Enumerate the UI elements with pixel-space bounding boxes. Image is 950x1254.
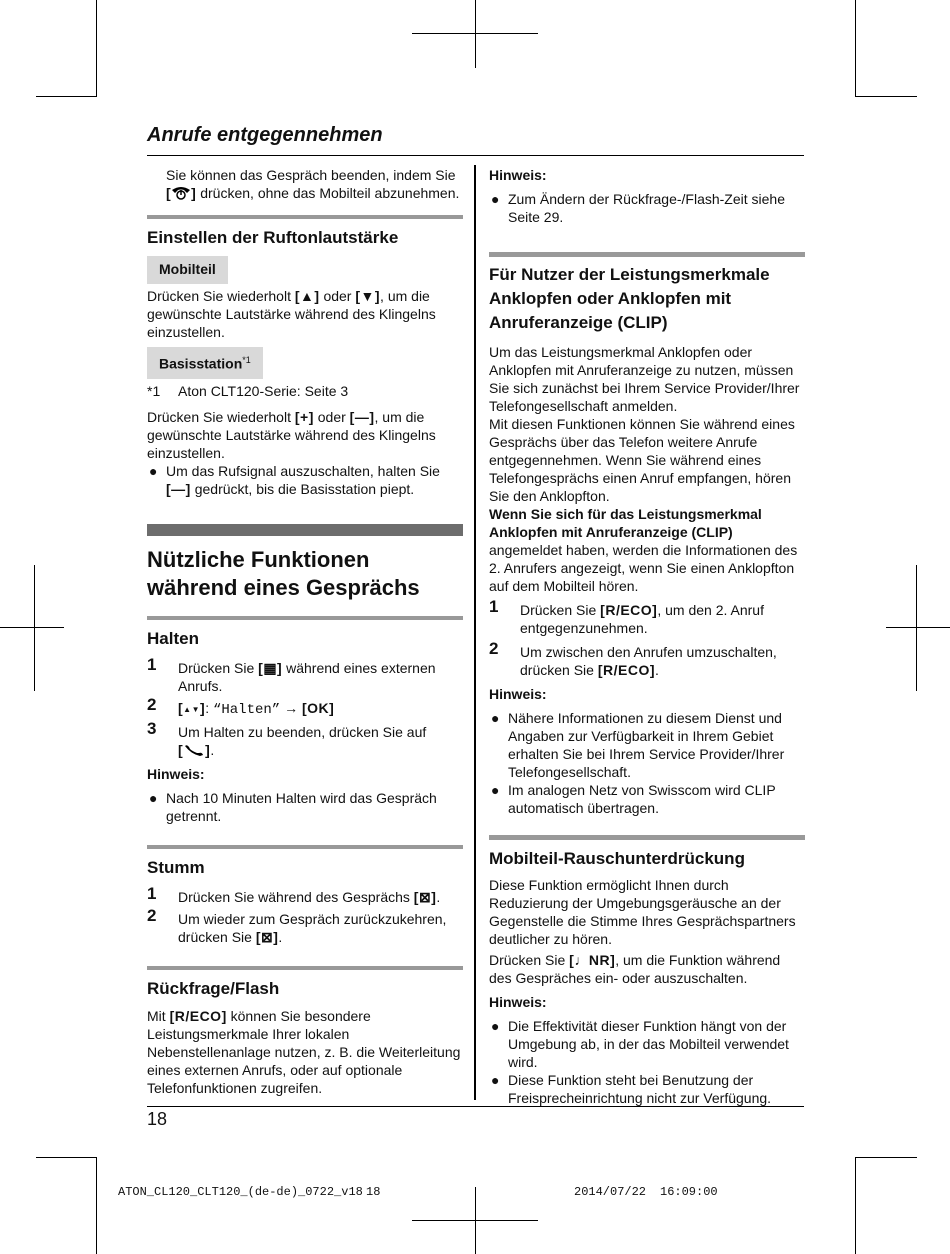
section-bar bbox=[489, 252, 805, 257]
mute-icon: [⊠] bbox=[255, 928, 279, 945]
base-label: Basisstation$^{*1}$ bbox=[147, 347, 263, 379]
list-item: 2 Um zwischen den Anrufen umzuschalten, drücken Sie [R/ECO]. bbox=[489, 639, 777, 678]
down-arrow-icon: [▼] bbox=[355, 288, 381, 304]
noise-reduction-icon: [♩NR] bbox=[569, 952, 616, 968]
noise-heading: Mobilteil-Rauschunterdrückung bbox=[489, 849, 745, 868]
list-item: 3 Um Halten zu beenden, drücken Sie auf [ ]. bbox=[147, 718, 427, 758]
list-item: 2 Um wieder zum Gespräch zurückzukehren, drücken Sie [⊠]. bbox=[147, 905, 447, 945]
talk-icon: [ ] bbox=[178, 741, 211, 758]
imprint-time: 16:09:00 bbox=[660, 1185, 718, 1199]
list-item: ● Zum Ändern der Rückfrage-/Flash-Zeit siehe Seite 29. bbox=[491, 191, 785, 225]
right-arrow-icon: → bbox=[284, 699, 299, 716]
flash-text: Mit [R/ECO] können Sie besondere Leistungsmerkmale Ihrer lokalen Nebenstellenanlage nutzen, z. B. die Weiterleitung eines externen Anrufs, oder auf optionale Telefonfunktionen zugreifen. bbox=[147, 1007, 461, 1096]
hint-label: Hinweis: bbox=[489, 994, 547, 1010]
footnote: *1 Aton CLT120-Serie: Seite 3 bbox=[147, 382, 349, 399]
imprint-date: 2014/07/22 bbox=[574, 1185, 647, 1199]
page-title: Anrufe entgegennehmen bbox=[147, 124, 383, 146]
handset-label: Mobilteil bbox=[147, 256, 228, 284]
hint-label: Hinweis: bbox=[147, 765, 205, 782]
hold-heading: Halten bbox=[147, 628, 199, 648]
handset-ringer-text: Drücken Sie wiederholt [▲] oder [▼], um die gewünschte Lautstärke während des Klingelns einzustellen. bbox=[147, 288, 436, 340]
ringer-heading: Einstellen der Ruftonlautstärke bbox=[147, 228, 399, 247]
noise-p2: Drücken Sie [♩NR], um die Funktion während des Gespräches ein- oder auszuschalten. bbox=[489, 952, 781, 986]
up-arrow-icon: [▲] bbox=[294, 288, 320, 304]
call-waiting-p1: Um das Leistungsmerkmal Anklopfen oder Anklopfen mit Anruferanzeige zu nutzen, müssen Sie sich zunächst bei Ihrem Service Provider/Ihrer Telefongesellschaft anmelden. bbox=[489, 344, 800, 414]
section-bar bbox=[489, 835, 805, 840]
ok-key: [OK] bbox=[301, 699, 335, 716]
list-item: 1 Drücken Sie [▦] während eines externen Anrufs. bbox=[147, 654, 436, 694]
left-column bbox=[147, 166, 463, 1097]
r-eco-key: [R/ECO] bbox=[597, 662, 656, 678]
list-item: ● Nähere Informationen zu diesem Dienst und Angaben zur Verfügbarkeit in Ihrem Gebiet erhalten Sie bei Ihrem Service Provider/Ihrer Telefongesellschaft. bbox=[491, 710, 785, 780]
menu-icon: [▦] bbox=[258, 659, 283, 676]
noise-p1: Diese Funktion ermöglicht Ihnen durch Reduzierung der Umgebungsgeräusche an der Gegenstelle die Stimme Ihres Gesprächspartners deutlicher zu hören. bbox=[489, 877, 796, 947]
list-item: ● Die Effektivität dieser Funktion hängt von der Umgebung ab, in der das Mobilteil verwendet wird. bbox=[491, 1018, 789, 1070]
call-waiting-p3: Wenn Sie sich für das Leistungsmerkmal Anklopfen mit Anruferanzeige (CLIP) angemeldet haben, werden die Informationen des 2. Anrufers angezeigt, wenn Sie einen Anklopfton auf dem Mobilteil hören. bbox=[489, 506, 798, 594]
list-item: ● Diese Funktion steht bei Benutzung der Freisprecheinrichtung nicht zur Verfügung. bbox=[491, 1072, 772, 1106]
plus-icon: [+] bbox=[294, 408, 314, 425]
end-call-note: Sie können das Gespräch beenden, indem Sie [ ] drücken, ohne das Mobilteil abzunehmen. bbox=[166, 167, 460, 201]
r-eco-key: [R/ECO] bbox=[600, 602, 658, 618]
chapter-bar bbox=[147, 524, 463, 536]
flash-heading: Rückfrage/Flash bbox=[147, 978, 280, 998]
imprint-file: ATON_CL120_CLT120_(de-de)_0722_v18 bbox=[118, 1185, 363, 1199]
r-eco-key: [R/ECO] bbox=[169, 1007, 227, 1024]
hint-label: Hinweis: bbox=[489, 167, 547, 183]
title-rule bbox=[147, 155, 804, 156]
list-item: ● Um das Rufsignal auszuschalten, halten Sie [—] gedrückt, bis die Basisstation piept. bbox=[149, 462, 440, 497]
minus-icon: [—] bbox=[166, 480, 191, 497]
right-column bbox=[489, 166, 805, 1107]
chapter-heading: Nützliche Funktionen während eines Gesprächs bbox=[147, 546, 420, 600]
navigator-icon: [▲▼] bbox=[178, 699, 206, 716]
hint-label: Hinweis: bbox=[489, 686, 547, 702]
mute-icon: [⊠] bbox=[413, 888, 437, 905]
section-bar bbox=[147, 616, 463, 620]
page-number: 18 bbox=[147, 1109, 168, 1129]
base-ringer-text: Drücken Sie wiederholt [+] oder [—], um die gewünschte Lautstärke während des Klingelns einzustellen. bbox=[147, 408, 436, 461]
list-item: ● Nach 10 Minuten Halten wird das Gespräch getrennt. bbox=[149, 789, 437, 824]
off-hook-icon: [ ] bbox=[166, 185, 197, 201]
column-divider bbox=[474, 165, 476, 1100]
call-waiting-heading: Für Nutzer der Leistungsmerkmale Anklopfen oder Anklopfen mit Anruferanzeige (CLIP) bbox=[489, 265, 770, 332]
mute-heading: Stumm bbox=[147, 857, 205, 877]
section-bar bbox=[147, 845, 463, 849]
list-item: 1 Drücken Sie während des Gesprächs [⊠]. bbox=[147, 883, 441, 905]
section-bar bbox=[147, 966, 463, 970]
call-waiting-p2: Mit diesen Funktionen können Sie während eines Gesprächs über das Telefon weitere Anrufe entgegennehmen. Wenn Sie während eines Telefongesprächs einen Anruf empfangen, hören Sie den Anklopfton. bbox=[489, 416, 795, 504]
minus-icon: [—] bbox=[349, 408, 375, 425]
list-item: 1 Drücken Sie [R/ECO], um den 2. Anruf entgegenzunehmen. bbox=[489, 597, 764, 636]
list-item: ● Im analogen Netz von Swisscom wird CLIP automatisch übertragen. bbox=[491, 782, 776, 816]
imprint-page: 18 bbox=[366, 1185, 381, 1199]
section-bar bbox=[147, 215, 463, 219]
list-item: 2 [▲▼]: “Halten” → [OK] bbox=[147, 694, 335, 718]
footer-rule bbox=[147, 1106, 804, 1107]
